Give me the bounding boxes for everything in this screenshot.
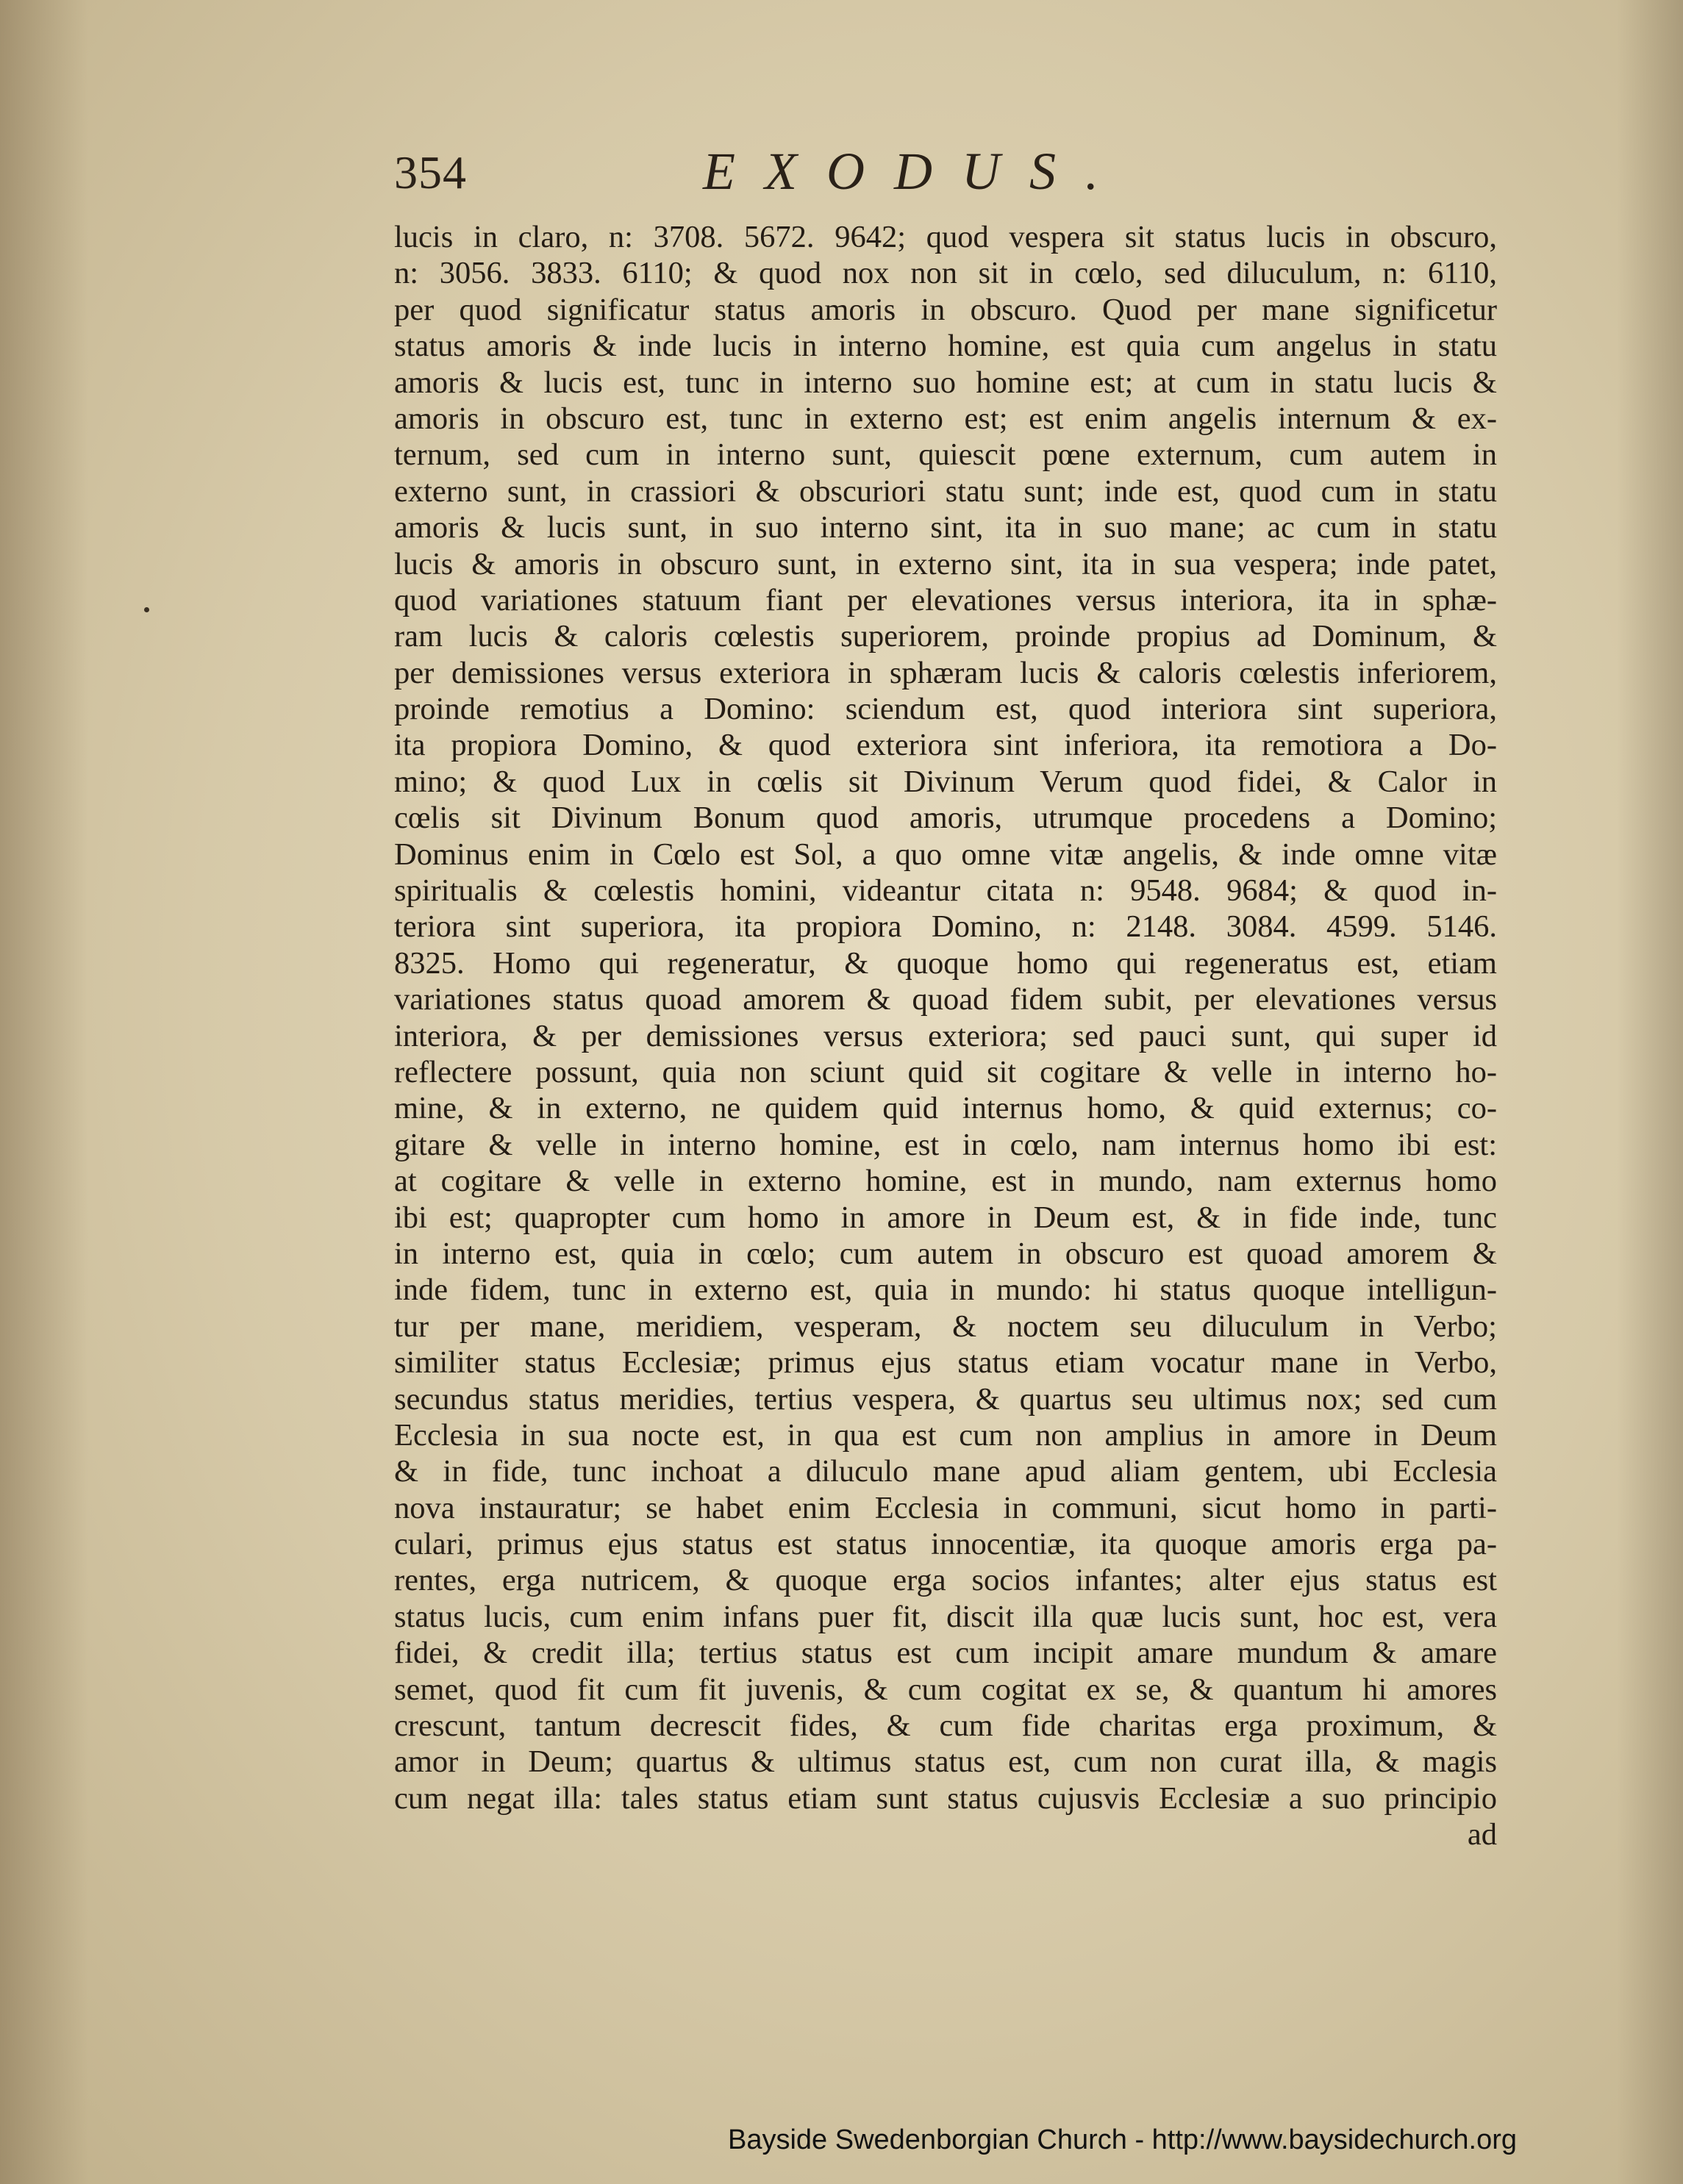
running-title: EXODUS.: [703, 142, 1128, 201]
text-line: ternum, sed cum in interno sunt, quiescit pœne externum, cum autem in: [394, 437, 1497, 473]
page-edge-shadow: [1617, 0, 1683, 2184]
text-line: rentes, erga nutricem, & quoque erga socios infantes; alter ejus status est: [394, 1563, 1497, 1598]
text-line: spiritualis & cœlestis homini, videantur citata n: 9548. 9684; & quod in-: [394, 873, 1497, 909]
watermark-credit: Bayside Swedenborgian Church - http://www.baysidechurch.org: [728, 2124, 1518, 2155]
text-line: amoris & lucis sunt, in suo interno sint, ita in suo mane; ac cum in statu: [394, 510, 1497, 545]
ink-speck: [144, 607, 149, 612]
text-line: interiora, & per demissiones versus exteriora; sed pauci sunt, qui super id: [394, 1018, 1497, 1053]
text-line: tur per mane, meridiem, vesperam, & noctem seu diluculum in Verbo;: [394, 1308, 1497, 1344]
page-number: 354: [394, 146, 467, 198]
text-line: 8325. Homo qui regeneratur, & quoque homo qui regeneratus est, etiam: [394, 945, 1497, 981]
text-line: nova instauratur; se habet enim Ecclesia in communi, sicut homo in parti-: [394, 1490, 1497, 1525]
page-header: [394, 142, 1497, 219]
text-line: status lucis, cum enim infans puer fit, discit illa quæ lucis sunt, hoc est, vera: [394, 1599, 1497, 1634]
text-line: gitare & velle in interno homine, est in cœlo, nam internus homo ibi est:: [394, 1127, 1497, 1162]
text-line: amoris in obscuro est, tunc in externo est; est enim angelis internum & ex-: [394, 401, 1497, 436]
text-line: similiter status Ecclesiæ; primus ejus status etiam vocatur mane in Verbo,: [394, 1345, 1497, 1381]
text-line: ram lucis & caloris cœlestis superiorem, proinde propius ad Dominum, &: [394, 619, 1497, 654]
text-line: amor in Deum; quartus & ultimus status est, cum non curat illa, & magis: [394, 1744, 1497, 1780]
text-line: cum negat illa: tales status etiam sunt status cujusvis Ecclesiæ a suo principio: [394, 1780, 1497, 1816]
catchword: ad: [1467, 1817, 1497, 1852]
text-line: n: 3056. 3833. 6110; & quod nox non sit in cœlo, sed diluculum, n: 6110,: [394, 256, 1497, 291]
text-line: & in fide, tunc inchoat a diluculo mane apud aliam gentem, ubi Ecclesia: [394, 1454, 1497, 1489]
text-line: semet, quod fit cum fit juvenis, & cum cogitat ex se, & quantum hi amores: [394, 1672, 1497, 1707]
body-text: [394, 219, 1497, 1853]
text-line: ita propiora Domino, & quod exteriora sint inferiora, ita remotiora a Do-: [394, 728, 1497, 763]
text-line: secundus status meridies, tertius vespera, & quartus seu ultimus nox; sed cum: [394, 1381, 1497, 1417]
text-line: amoris & lucis est, tunc in interno suo homine est; at cum in statu lucis &: [394, 365, 1497, 400]
text-line: lucis & amoris in obscuro sunt, in externo sint, ita in sua vespera; inde patet,: [394, 546, 1497, 581]
text-line: per quod significatur status amoris in obscuro. Quod per mane significetur: [394, 292, 1497, 327]
text-line: per demissiones versus exteriora in sphæram lucis & caloris cœlestis inferiorem,: [394, 655, 1497, 690]
text-line: mine, & in externo, ne quidem quid internus homo, & quid externus; co-: [394, 1091, 1497, 1126]
text-line: culari, primus ejus status est status innocentiæ, ita quoque amoris erga pa-: [394, 1527, 1497, 1562]
page-gutter-shadow: [0, 0, 88, 2184]
text-line: quod variationes statuum fiant per elevationes versus interiora, ita in sphæ-: [394, 582, 1497, 617]
text-line: crescunt, tantum decrescit fides, & cum fide charitas erga proximum, &: [394, 1708, 1497, 1744]
text-line: externo sunt, in crassiori & obscuriori statu sunt; inde est, quod cum in statu: [394, 473, 1497, 509]
text-line: inde fidem, tunc in externo est, quia in mundo: hi status quoque intelligun-: [394, 1272, 1497, 1308]
text-line: status amoris & inde lucis in interno homine, est quia cum angelus in statu: [394, 329, 1497, 364]
text-line: mino; & quod Lux in cœlis sit Divinum Verum quod fidei, & Calor in: [394, 764, 1497, 799]
text-line: proinde remotius a Domino: sciendum est, quod interiora sint superiora,: [394, 692, 1497, 727]
text-line: fidei, & credit illa; tertius status est cum incipit amare mundum & amare: [394, 1636, 1497, 1671]
text-line: reflectere possunt, quia non sciunt quid sit cogitare & velle in interno ho-: [394, 1054, 1497, 1089]
text-line: variationes status quoad amorem & quoad fidem subit, per elevationes versus: [394, 982, 1497, 1017]
text-line: in interno est, quia in cœlo; cum autem in obscuro est quoad amorem &: [394, 1236, 1497, 1271]
text-line: ibi est; quapropter cum homo in amore in Deum est, & in fide inde, tunc: [394, 1200, 1497, 1235]
text-line: Ecclesia in sua nocte est, in qua est cum non amplius in amore in Deum: [394, 1417, 1497, 1453]
text-line: lucis in claro, n: 3708. 5672. 9642; quod vespera sit status lucis in obscuro,: [394, 220, 1497, 254]
text-line: teriora sint superiora, ita propiora Domino, n: 2148. 3084. 4599. 5146.: [394, 909, 1497, 945]
text-line: cœlis sit Divinum Bonum quod amoris, utrumque procedens a Domino;: [394, 801, 1497, 836]
text-line: Dominus enim in Cœlo est Sol, a quo omne vitæ angelis, & inde omne vitæ: [394, 837, 1497, 872]
text-line: at cogitare & velle in externo homine, est in mundo, nam externus homo: [394, 1164, 1497, 1199]
